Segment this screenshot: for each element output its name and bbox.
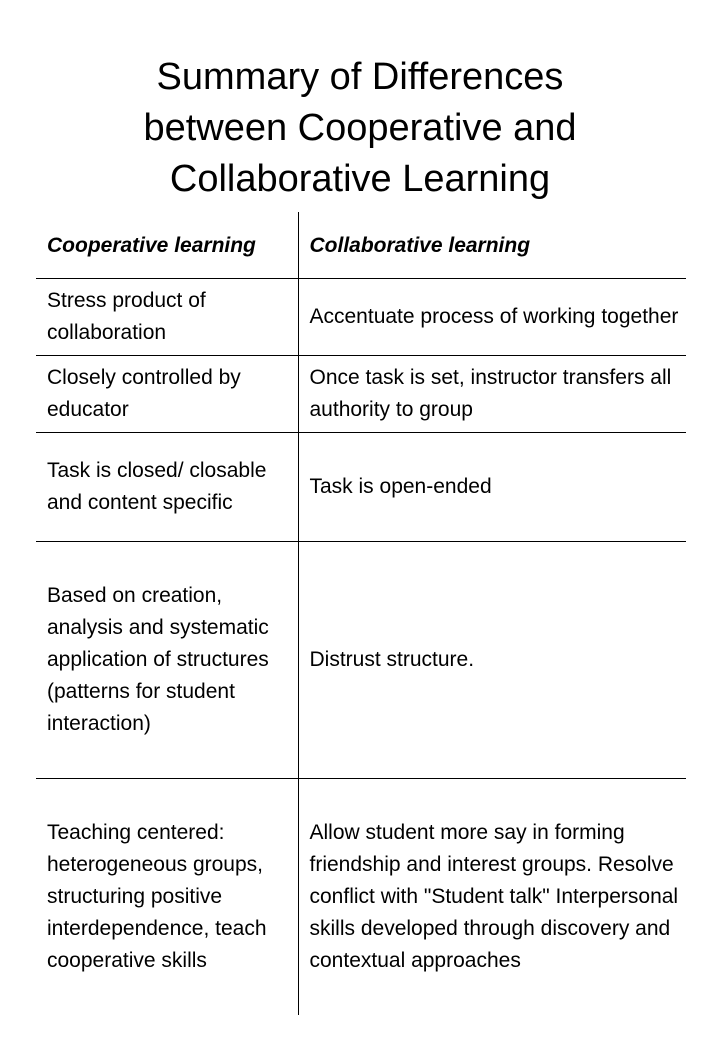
table-row [36,779,686,1016]
page-title [0,52,720,205]
table-row [36,433,686,542]
comparison-table [36,212,686,1015]
title-line-3: Collaborative Learning [169,158,551,200]
table-header-row [36,212,686,279]
cell-collaborative: Allow student more say in forming friendship and interest groups. Resolve conflict with "Student talk" Interpersonal skills developed through discovery and contextual approaches [309,821,679,972]
title-line-2: between Cooperative and [143,107,577,149]
cell-collaborative: Distrust structure. [298,542,686,779]
table-row [36,542,686,779]
cell-collaborative: Accentuate process of working together [298,279,686,356]
table-row [36,356,686,433]
cell-collaborative: Once task is set, instructor transfers all authority to group [298,356,686,433]
title-line-1: Summary of Differences [156,56,564,98]
cell-cooperative: Stress product of collaboration [36,279,298,356]
cell-collaborative: Task is open-ended [298,433,686,542]
header-collaborative-learning: Collaborative learning [298,212,686,279]
cell-cooperative: Closely controlled by educator [36,356,298,433]
cell-cooperative: Based on creation, analysis and systematic application of structures (patterns for student interaction) [36,542,298,779]
header-cooperative-learning: Cooperative learning [36,212,298,279]
cell-cooperative: Teaching centered: heterogeneous groups, structuring positive interdependence, teach cooperative skills [36,779,298,1016]
table-row [36,279,686,356]
cell-cooperative: Task is closed/ closable and content specific [36,433,298,542]
